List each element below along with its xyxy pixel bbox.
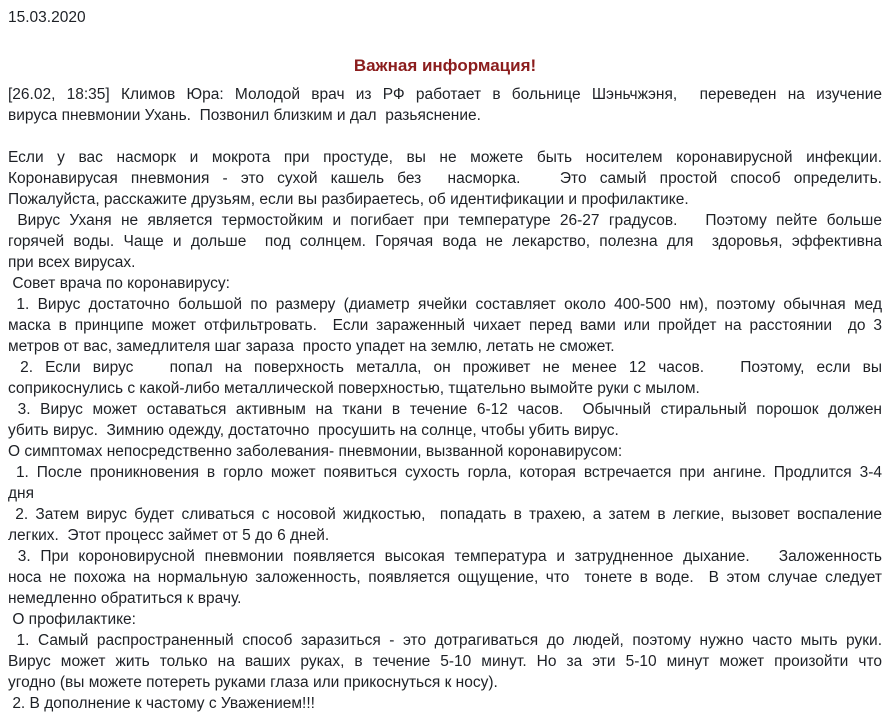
text-line: при всех вирусах.	[8, 254, 136, 271]
document-body	[8, 84, 882, 714]
text-line: метров от вас, замедлителя шаг зараза просто упадет на землю, летать не сможет.	[8, 338, 615, 355]
text-line: Коронавирусая пневмония - это сухой кашель без насморка. Это самый простой способ определить.	[8, 170, 882, 187]
document-title: Важная информация!	[353, 56, 537, 75]
text-line: убить вирус. Зимнию одежду, достаточно просушить на солнце, чтобы убить вирус.	[8, 422, 619, 439]
text-line: немедленно обратиться к врачу.	[8, 590, 242, 607]
text-line: 2. Если вирус попал на поверхность металла, он проживет не менее 12 часов. Поэтому, если вы	[8, 359, 883, 376]
text-line: 1. После проникновения в горло может появиться сухость горла, которая встречается при ангине. Продлится 3-4	[8, 464, 882, 481]
text-line: Совет врача по коронавирусу:	[8, 275, 230, 292]
text-line: Вирус может жить только на ваших руках, в течение 5-10 минут. Но за эти 5-10 минут может произойти что	[8, 653, 882, 670]
text-line: маска в принципе может отфильтровать. Если зараженный чихает перед вами или пройдет на расстоянии до 3	[8, 317, 882, 334]
text-line: 2. Затем вирус будет сливаться с носовой жидкостью, попадать в трахею, а затем в легкие, вызовет воспаление	[8, 506, 882, 523]
text-line: вируса пневмонии Ухань. Позвонил близким и дал разьяснение.	[8, 107, 481, 124]
text-line: 2. В дополнение к частому с Уважением!!!	[8, 695, 315, 712]
text-line: угодно (вы можете потереть руками глаза или прикоснуться к носу).	[8, 674, 498, 691]
text-line: легких. Этот процесс займет от 5 до 6 дней.	[8, 527, 330, 544]
text-line: 3. Вирус может оставаться активным на ткани в течение 6-12 часов. Обычный стиральный порошок должен	[8, 401, 882, 418]
text-line: Пожалуйста, расскажите друзьям, если вы разбираетесь, об идентификации и профилактике.	[8, 191, 689, 208]
text-line: Вирус Уханя не является термостойким и погибает при температуре 26-27 градусов. Поэтому пейте больше	[8, 212, 882, 229]
blank-line	[8, 126, 882, 147]
text-line: дня	[8, 485, 34, 502]
text-line: горячей воды. Чаще и дольше под солнцем. Горячая вода не лекарство, полезна для здоровья, эффективна	[8, 233, 882, 250]
document-date: 15.03.2020	[8, 9, 86, 26]
text-line: Если у вас насморк и мокрота при простуде, вы не можете быть носителем коронавирусной инфекции.	[8, 149, 882, 166]
text-line: носа не похожа на нормальную заложенность, появляется ощущение, что тонете в воде. В этом случае следует	[8, 569, 882, 586]
text-line: 1. Самый распространенный способ заразиться - это дотрагиваться до людей, поэтому нужно часто мыть руки.	[8, 632, 882, 649]
text-line: О симптомах непосредственно заболевания- пневмонии, вызванной коронавирусом:	[8, 443, 623, 460]
text-line: О профилактике:	[8, 611, 136, 628]
text-line: 3. При короновирусной пневмонии появляется высокая температура и затрудненное дыхание. Заложенность	[8, 548, 883, 565]
text-line: 1. Вирус достаточно большой по размеру (диаметр ячейки составляет около 400-500 нм), поэтому обычная мед	[8, 296, 882, 313]
text-line: [26.02, 18:35] Климов Юра: Молодой врач из РФ работает в больнице Шэньчжэня, переведен на изучение	[8, 86, 882, 103]
text-line: соприкоснулись с какой-либо металлической поверхностью, тщательно вымойте руки с мылом.	[8, 380, 700, 397]
